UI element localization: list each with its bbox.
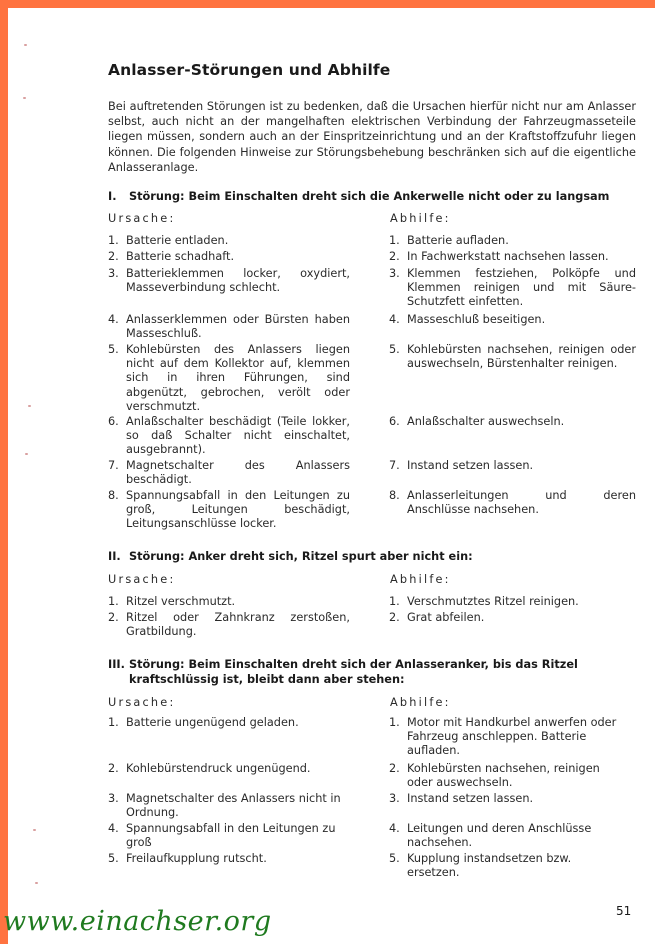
item-number: 3.: [108, 267, 119, 280]
item-number: 8.: [108, 489, 119, 502]
item-text: Anlasserklemmen oder Bürsten haben Masseschluß.: [126, 313, 350, 341]
item-number: 6.: [389, 415, 400, 428]
item-text: In Fachwerkstatt nachsehen lassen.: [407, 250, 609, 263]
item-text: Batterie schadhaft.: [126, 250, 235, 263]
remedy-item: [389, 459, 636, 473]
scan-speck: [24, 44, 27, 46]
item-number: 2.: [108, 250, 119, 263]
item-text: Anlaßschalter beschädigt (Teile lokker, so daß Schalter nicht einschaltet, ausgebrannt).: [126, 415, 350, 457]
item-number: 1.: [389, 716, 400, 729]
item-text: Verschmutztes Ritzel reinigen.: [407, 595, 579, 608]
scan-speck: [25, 453, 28, 455]
cause-item: [108, 595, 350, 609]
section-numeral: I.: [108, 190, 117, 203]
item-text: Kohlebürsten nachsehen, reinigen oder auswechseln, Bürstenhalter reinigen.: [407, 343, 636, 371]
item-number: 6.: [108, 415, 119, 428]
cause-item: [108, 459, 350, 487]
item-number: 5.: [389, 343, 400, 356]
cause-item: [108, 792, 346, 820]
remedy-item: [389, 313, 636, 327]
remedy-item: [389, 762, 625, 790]
cause-item: [108, 822, 346, 850]
item-text: Batterieklemmen locker, oxydiert, Masseverbindung schlecht.: [126, 267, 350, 295]
remedy-item: [389, 822, 625, 850]
item-number: 2.: [108, 611, 119, 624]
scan-speck: [33, 829, 36, 831]
page-border-top: [0, 0, 655, 8]
item-text: Batterie entladen.: [126, 234, 229, 247]
section-3-title: [108, 657, 578, 687]
remedy-item: [389, 415, 636, 429]
item-text: Magnetschalter des Anlassers nicht in Ordnung.: [126, 792, 341, 820]
item-text: Kupplung instandsetzen bzw. ersetzen.: [407, 852, 572, 880]
item-number: 1.: [389, 234, 400, 247]
item-number: 2.: [389, 250, 400, 263]
item-text: Motor mit Handkurbel anwerfen oder Fahrzeug anschleppen. Batterie aufladen.: [407, 716, 617, 758]
item-number: 3.: [108, 792, 119, 805]
scan-speck: [28, 405, 31, 407]
remedy-item: [389, 267, 636, 310]
remedy-item: [389, 792, 636, 806]
section-numeral: II.: [108, 550, 121, 563]
section-title-continuation: kraftschlüssig ist, bleibt dann aber stehen:: [129, 673, 405, 686]
item-text: Freilaufkupplung rutscht.: [126, 852, 267, 865]
section-title-text: Störung: Beim Einschalten dreht sich der Anlasseranker, bis das Ritzel: [129, 658, 578, 671]
page-title: Anlasser-Störungen und Abhilfe: [108, 61, 391, 79]
section-2-title: [108, 549, 473, 564]
item-number: 5.: [389, 852, 400, 865]
remedy-column-header: Abhilfe:: [390, 212, 451, 225]
remedy-item: [389, 343, 636, 371]
remedy-item: [389, 489, 636, 517]
cause-item: [108, 762, 350, 776]
item-number: 2.: [389, 611, 400, 624]
item-number: 4.: [389, 313, 400, 326]
cause-item: [108, 611, 350, 639]
item-text: Kohlebürsten nachsehen, reinigen oder auswechseln.: [407, 762, 600, 790]
item-number: 3.: [389, 792, 400, 805]
item-text: Instand setzen lassen.: [407, 792, 534, 805]
item-text: Klemmen festziehen, Polköpfe und Klemmen reinigen und mit Säure-Schutzfett einfetten.: [407, 267, 636, 309]
item-text: Instand setzen lassen.: [407, 459, 534, 472]
remedy-column-header: Abhilfe:: [390, 696, 451, 709]
cause-column-header: Ursache:: [108, 212, 176, 225]
watermark-link[interactable]: www.einachser.org: [3, 906, 272, 937]
item-text: Ritzel oder Zahnkranz zerstoßen, Gratbildung.: [126, 611, 350, 639]
scan-speck: [23, 97, 26, 99]
item-number: 2.: [108, 762, 119, 775]
item-text: Kohlebürstendruck ungenügend.: [126, 762, 311, 775]
item-number: 1.: [108, 234, 119, 247]
item-number: 5.: [108, 852, 119, 865]
item-text: Leitungen und deren Anschlüsse nachsehen.: [407, 822, 592, 850]
item-number: 5.: [108, 343, 119, 356]
item-number: 7.: [108, 459, 119, 472]
remedy-column-header: Abhilfe:: [390, 573, 451, 586]
section-title-text: Störung: Beim Einschalten dreht sich die Ankerwelle nicht oder zu langsam: [129, 190, 610, 203]
cause-column-header: Ursache:: [108, 573, 176, 586]
cause-item: [108, 415, 350, 458]
item-number: 4.: [108, 822, 119, 835]
item-text: Ritzel verschmutzt.: [126, 595, 236, 608]
section-numeral: III.: [108, 658, 125, 671]
item-text: Spannungsabfall in den Leitungen zu groß, Leitungen beschädigt, Leitungsanschlüsse locker.: [126, 489, 350, 531]
remedy-item: [389, 595, 636, 609]
item-text: Anlaßschalter auswechseln.: [407, 415, 565, 428]
cause-item: [108, 716, 350, 730]
cause-item: [108, 343, 350, 414]
item-text: Grat abfeilen.: [407, 611, 485, 624]
item-number: 1.: [108, 716, 119, 729]
item-text: Magnetschalter des Anlassers beschädigt.: [126, 459, 350, 487]
remedy-item: [389, 716, 625, 759]
remedy-item: [389, 611, 636, 625]
remedy-item: [389, 852, 625, 880]
section-title-text: Störung: Anker dreht sich, Ritzel spurt aber nicht ein:: [129, 550, 473, 563]
intro-paragraph: Bei auftretenden Störungen ist zu bedenken, daß die Ursachen hierfür nicht nur am Anlasser selbst, auch nicht an der mangelhaften elektrischen Verbindung der Fahrzeugmasseteile liegen müssen, sondern auch an der Einspritzeinrichtung und an der Kraftstoffzufuhr liegen können. Die folgenden Hinweise zur Störungsbehebung beschränken sich auf die eigentliche Anlasseranlage.: [108, 100, 636, 174]
item-text: Batterie ungenügend geladen.: [126, 716, 299, 729]
cause-item: [108, 313, 350, 341]
cause-item: [108, 234, 350, 248]
item-number: 8.: [389, 489, 400, 502]
item-number: 3.: [389, 267, 400, 280]
remedy-item: [389, 250, 636, 264]
item-text: Anlasserleitungen und deren Anschlüsse nachsehen.: [407, 489, 636, 517]
item-text: Kohlebürsten des Anlassers liegen nicht auf dem Kollektor auf, klemmen sich in ihren Führungen, sind abgenützt, gebrochen, verölt oder verschmutzt.: [126, 343, 350, 413]
cause-item: [108, 852, 350, 866]
cause-item: [108, 250, 350, 264]
item-text: Masseschluß beseitigen.: [407, 313, 546, 326]
cause-column-header: Ursache:: [108, 696, 176, 709]
cause-item: [108, 267, 350, 295]
scan-speck: [35, 882, 38, 884]
item-number: 1.: [389, 595, 400, 608]
remedy-item: [389, 234, 636, 248]
item-number: 7.: [389, 459, 400, 472]
item-text: Batterie aufladen.: [407, 234, 509, 247]
section-1-title: [108, 189, 609, 204]
item-number: 2.: [389, 762, 400, 775]
cause-item: [108, 489, 350, 532]
item-number: 1.: [108, 595, 119, 608]
page-number: 51: [616, 904, 632, 918]
item-number: 4.: [389, 822, 400, 835]
item-text: Spannungsabfall in den Leitungen zu groß: [126, 822, 336, 850]
item-number: 4.: [108, 313, 119, 326]
page-border-left: [0, 0, 8, 944]
